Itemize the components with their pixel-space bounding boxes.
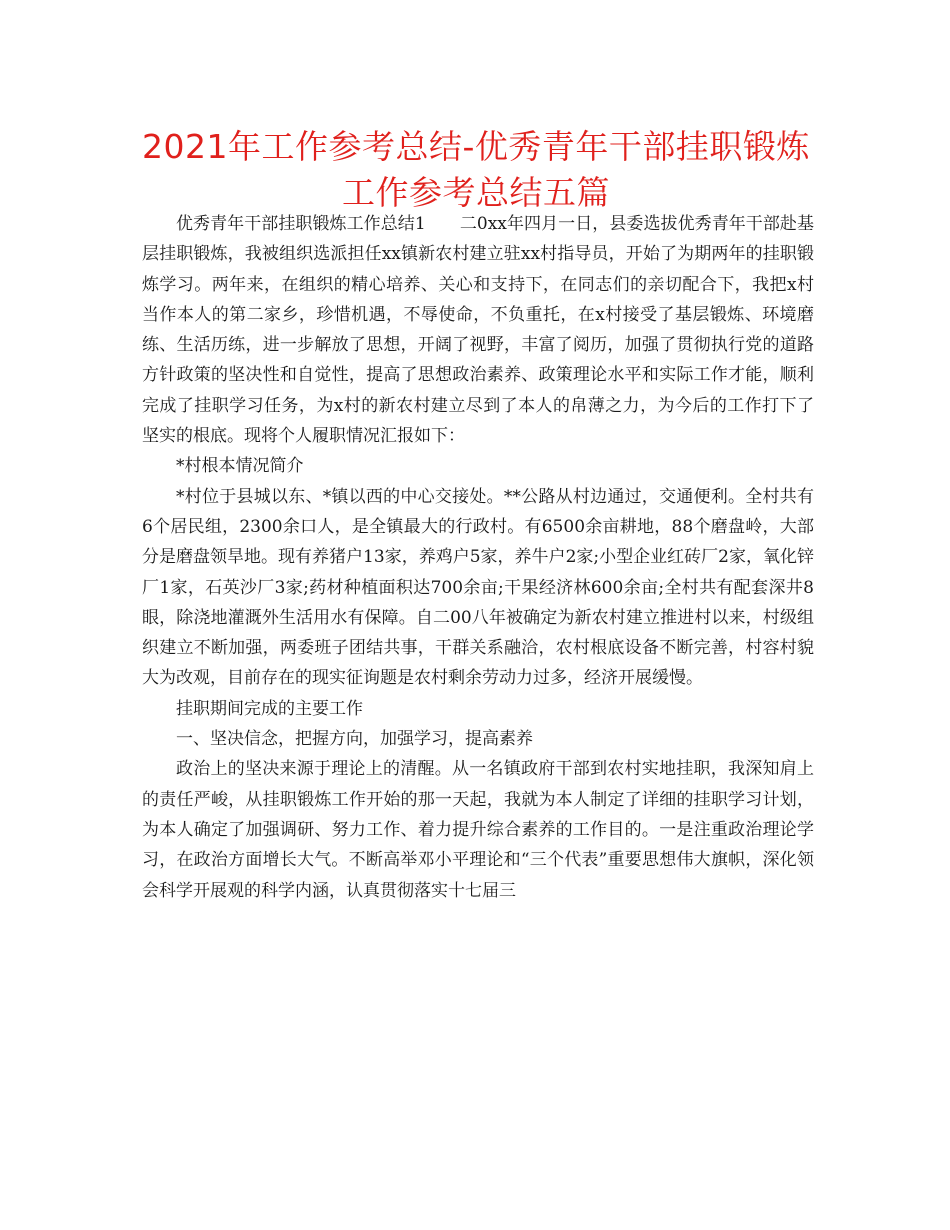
document-body — [142, 209, 814, 906]
paragraph-village-heading: *村根本情况简介 — [176, 456, 304, 477]
paragraph-section-one-body: 政治上的坚决来源于理论上的清醒。从一名镇政府干部到农村实地挂职，我深知肩上的责任严峻，从挂职锻炼工作开始的那一天起，我就为本人制定了详细的挂职学习计划，为本人确定了加强调研、努力工作、着力提升综合素养的工作目的。一是注重政治理论学习，在政治方面增长大气。不断高举邓小平理论和“三个代表”重要思想伟大旗帜，深化领会科学开展观的科学内涵，认真贯彻落实十七届三 — [142, 759, 814, 901]
paragraph-main-work-heading: 挂职期间完成的主要工作 — [176, 698, 363, 719]
document-title: 2021年工作参考总结-优秀青年干部挂职锻炼工作参考总结五篇 — [142, 127, 810, 212]
paragraph-village-overview: *村位于县城以东、*镇以西的中心交接处。**公路从村边通过，交通便利。全村共有6个居民组，2300余口人，是全镇最大的行政村。有6500余亩耕地，88个磨盘岭，大部分是磨盘领旱地。现有养猪户13家，养鸡户5家，养牛户2家;小型企业红砖厂2家，氧化锌厂1家，石英沙厂3家;药材种植面积达700余亩;干果经济林600余亩;全村共有配套深井8眼，除浇地灌溉外生活用水有保障。自二00八年被确定为新农村建立推进村以来，村级组织建立不断加强，两委班子团结共事，干群关系融洽，农村根底设备不断完善，村容村貌大为改观，目前存在的现实征询题是农村剩余劳动力过多，经济开展缓慢。 — [142, 486, 814, 689]
paragraph-section-one-heading: 一、坚决信念，把握方向，加强学习，提高素养 — [176, 729, 533, 750]
paragraph-intro: 优秀青年干部挂职锻炼工作总结1 二0xx年四月一日，县委选拔优秀青年干部赴基层挂职锻炼，我被组织选派担任xx镇新农村建立驻xx村指导员，开始了为期两年的挂职锻炼学习。两年来，在组织的精心培养、关心和支持下，在同志们的亲切配合下，我把x村当作本人的第二家乡，珍惜机遇，不辱使命，不负重托，在x村接受了基层锻炼、环境磨练、生活历练，进一步解放了思想，开阔了视野，丰富了阅历，加强了贯彻执行党的道路方针政策的坚决性和自觉性，提高了思想政治素养、政策理论水平和实际工作才能，顺利完成了挂职学习任务，为x村的新农村建立尽到了本人的帛薄之力，为今后的工作打下了坚实的根底。现将个人履职情况汇报如下： — [142, 214, 814, 447]
